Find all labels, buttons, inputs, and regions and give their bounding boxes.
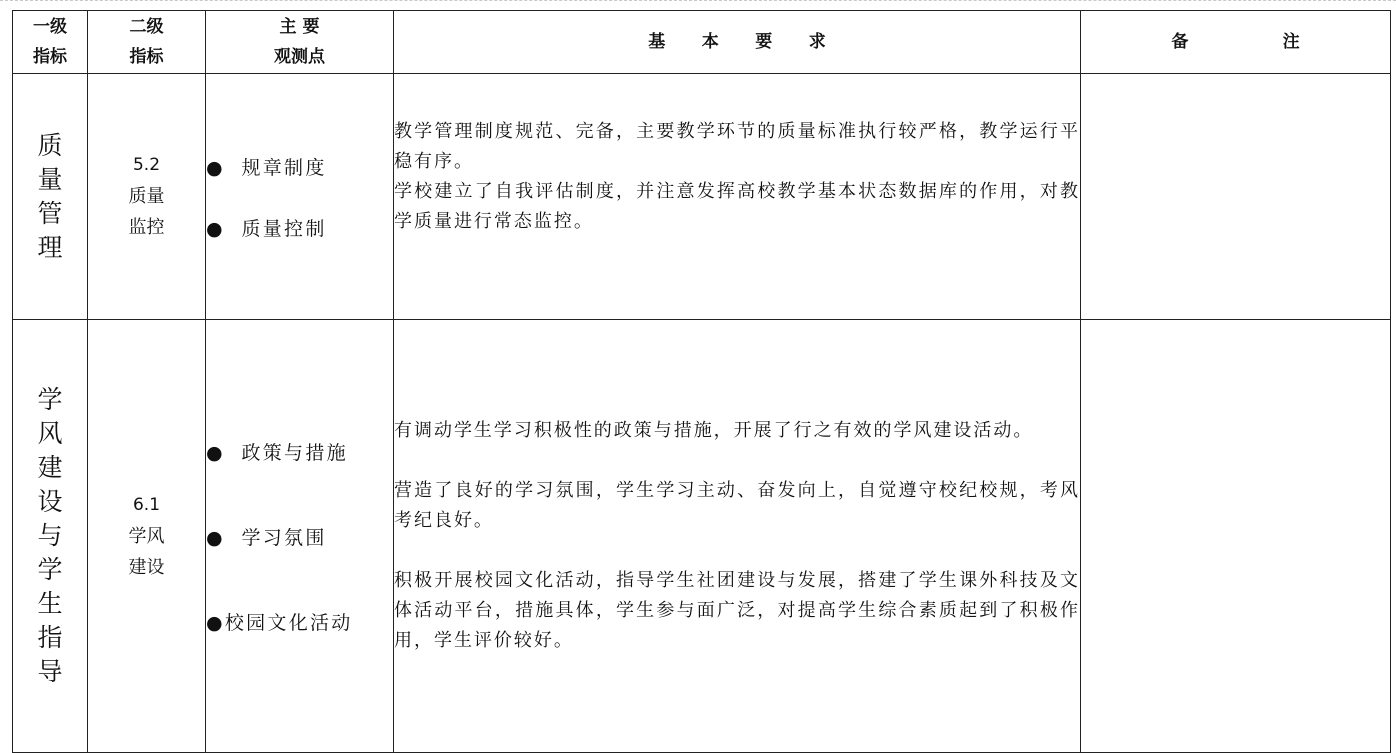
table-row (13, 320, 1391, 753)
level1-indicator: 学 风 建 设 与 学 生 指 导 (37, 385, 63, 686)
level2-indicator-cell (88, 320, 206, 753)
table-row (13, 74, 1391, 320)
requirement-text: 有调动学生学习积极性的政策与措施，开展了行之有效的学风建设活动。 (394, 420, 1034, 441)
observation-item: ● 质量控制 (206, 217, 327, 240)
page-top-divider (0, 0, 1396, 1)
header-note: 备 注 (1081, 11, 1391, 74)
level1-indicator-cell (13, 320, 88, 753)
level2-indicator: 质量 监控 (128, 186, 165, 238)
requirement-cell (394, 320, 1081, 753)
table-header-row (13, 11, 1391, 74)
header-requirement: 基 本 要 求 (394, 11, 1081, 74)
requirement-text: 学校建立了自我评估制度，并注意发挥高校教学基本状态数据库的作用，对教学质量进行常态监控。 (394, 181, 1080, 232)
header-level1: 一级 指标 (13, 11, 88, 74)
note-cell (1081, 74, 1391, 320)
level1-indicator-cell (13, 74, 88, 320)
requirement-text: 营造了良好的学习氛围，学生学习主动、奋发向上，自觉遵守校纪校规，考风考纪良好。 (394, 480, 1080, 531)
requirement-text: 积极开展校园文化活动，指导学生社团建设与发展，搭建了学生课外科技及文体活动平台，措施具体，学生参与面广泛，对提高学生综合素质起到了积极作用，学生评价较好。 (394, 570, 1080, 651)
observation-cell (206, 74, 394, 320)
evaluation-table (12, 10, 1391, 753)
note-cell (1081, 320, 1391, 753)
level1-indicator: 质 量 管 理 (37, 130, 63, 262)
header-level2: 二级 指标 (88, 11, 206, 74)
observation-item: ● 规章制度 (206, 156, 327, 179)
level2-indicator-cell (88, 74, 206, 320)
observation-item: ● 政策与措施 (206, 441, 348, 464)
observation-item: ● 学习氛围 (206, 526, 327, 549)
requirement-text: 教学管理制度规范、完备，主要教学环节的质量标准执行较严格，教学运行平稳有序。 (394, 121, 1080, 172)
observation-item: ●校园文化活动 (206, 611, 353, 634)
requirement-cell (394, 74, 1081, 320)
indicator-code: 5.2 (132, 155, 161, 175)
observation-cell (206, 320, 394, 753)
indicator-code: 6.1 (132, 494, 161, 515)
header-observation: 主 要 观测点 (206, 11, 394, 74)
level2-indicator: 学风 建设 (128, 525, 165, 578)
